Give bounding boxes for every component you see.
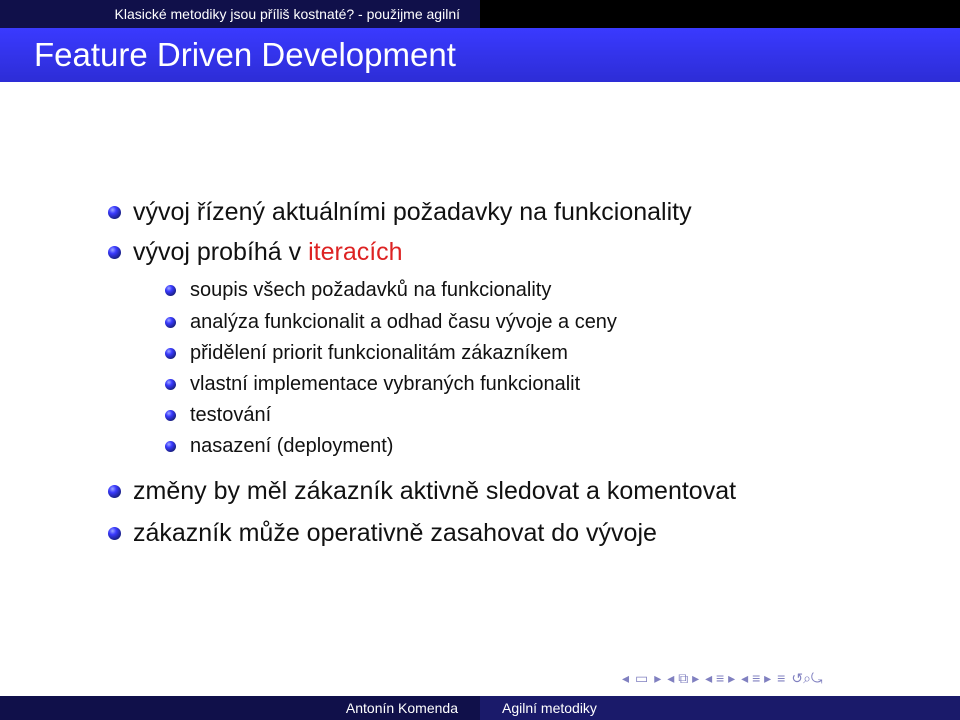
- subbullet-item: [165, 404, 271, 427]
- subbullet-ball-icon: [165, 410, 176, 421]
- bullet-item: [108, 238, 403, 267]
- subbullet-ball-icon: [165, 379, 176, 390]
- nav-doc-icon[interactable]: ◂ ≡ ▸: [741, 669, 772, 686]
- bullet-ball-icon: [108, 485, 121, 498]
- subbullet-item: [165, 342, 568, 365]
- nav-left-icon[interactable]: ◂: [622, 669, 630, 686]
- nav-frame-icon[interactable]: ▭: [635, 669, 649, 686]
- bullet-ball-icon: [108, 246, 121, 259]
- nav-right-icon[interactable]: ▸: [654, 669, 662, 686]
- subbullet-text: testování: [190, 404, 272, 426]
- bullet-text: vývoj řízený aktuálními požadavky na funkcionality: [133, 198, 692, 226]
- subbullet-text: analýza funkcionalit a odhad času vývoje a ceny: [190, 311, 617, 333]
- header-subsection-area: [480, 0, 960, 28]
- subbullet-text: soupis všech požadavků na funkcionality: [190, 279, 552, 301]
- subbullet-item: [165, 373, 580, 396]
- header-section-title: Klasické metodiky jsou příliš kostnaté? - použijme agilní: [0, 0, 480, 28]
- subbullet-item: [165, 279, 551, 302]
- subbullet-ball-icon: [165, 285, 176, 296]
- bullet-item: [108, 519, 657, 548]
- subbullet-ball-icon: [165, 348, 176, 359]
- bullet-item: [108, 477, 736, 506]
- nav-section-icon[interactable]: ◂ ≡ ▸: [705, 669, 736, 686]
- bullet-text-prefix: vývoj probíhá v: [133, 238, 309, 266]
- subbullet-item: [165, 435, 393, 458]
- subbullet-text: vlastní implementace vybraných funkcionalit: [190, 373, 581, 395]
- nav-search-icon[interactable]: ↺⌕⤿: [791, 669, 823, 686]
- bullet-item: [108, 198, 692, 227]
- subbullet-item: [165, 311, 617, 334]
- subbullet-ball-icon: [165, 441, 176, 452]
- bullet-ball-icon: [108, 527, 121, 540]
- bullet-text: změny by měl zákazník aktivně sledovat a komentovat: [133, 477, 737, 505]
- nav-subsection-icon[interactable]: ◂ ⧉ ▸: [667, 669, 700, 686]
- beamer-navigation: [622, 668, 823, 688]
- footer-talk-title: Agilní metodiky: [480, 696, 960, 720]
- bullet-text: zákazník může operativně zasahovat do vývoje: [133, 519, 657, 547]
- subbullet-text: nasazení (deployment): [190, 435, 394, 457]
- nav-equiv-icon[interactable]: ≡: [777, 670, 786, 686]
- slide-title-bar: [0, 28, 960, 82]
- subbullet-text: přidělení priorit funkcionalitám zákazníkem: [190, 342, 568, 364]
- footer-author: Antonín Komenda: [0, 696, 480, 720]
- slide-title: Feature Driven Development: [34, 36, 456, 73]
- subbullet-ball-icon: [165, 317, 176, 328]
- footer-bar: [0, 696, 960, 720]
- bullet-ball-icon: [108, 206, 121, 219]
- header-bar: [0, 0, 960, 28]
- bullet-text-highlight: iteracích: [308, 238, 403, 266]
